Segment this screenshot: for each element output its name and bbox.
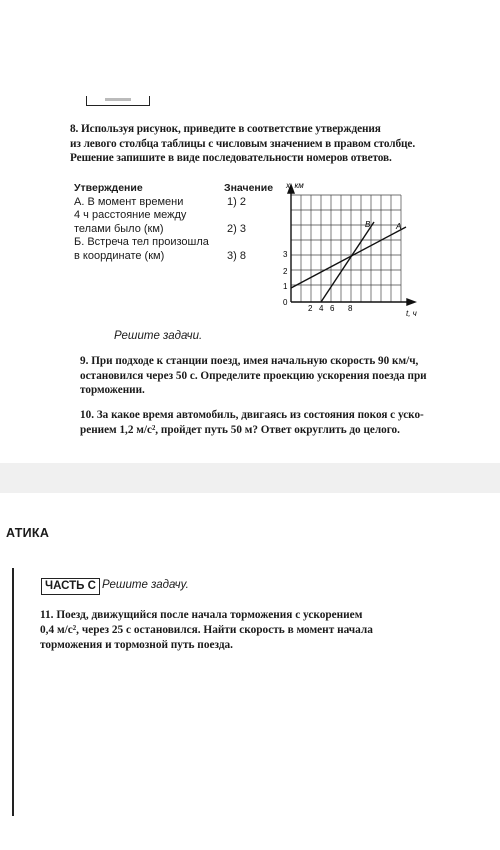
x-tick-label: 2 — [308, 304, 313, 313]
q9-line: торможении. — [80, 384, 145, 397]
cropped-header-box — [86, 96, 150, 106]
header-value: Значение — [224, 182, 274, 194]
graph-line-b — [321, 222, 374, 302]
y-tick-label: 2 — [283, 267, 288, 276]
left-margin-rule — [12, 568, 14, 816]
statement-text: в координате (км) — [74, 249, 165, 262]
bottom-page — [0, 493, 500, 850]
q8-line: из левого столбца таблицы с числовым значением в правом столбце. — [70, 137, 416, 150]
grid — [291, 195, 401, 302]
y-axis-label: x, км — [286, 181, 304, 190]
q11-line: 11. Поезд, движущийся после начала торможения с ускорением — [40, 609, 363, 621]
table-row — [74, 250, 254, 264]
q10-line: рением 1,2 м/с², пройдет путь 50 м? Ответ округлить до целого. — [80, 423, 400, 436]
line-label-b: B — [365, 220, 371, 229]
q11-line: 0,4 м/с², через 25 с остановился. Найти скорость в момент начала — [40, 623, 373, 636]
origin-label: 0 — [283, 298, 288, 307]
statement-text: 4 ч расстояние между — [74, 209, 187, 221]
value-text: 1) 2 — [227, 195, 246, 208]
solve-tasks-label: Решите задачи. — [114, 330, 203, 342]
question-9 — [80, 354, 465, 398]
q8-line: 8. Используя рисунок, приведите в соответствие утверждения — [70, 123, 381, 135]
matching-table — [74, 182, 274, 263]
page-separator — [0, 463, 500, 493]
question-10 — [80, 408, 465, 437]
x-tick-label: 6 — [330, 304, 335, 313]
x-axis-label: t, ч — [406, 309, 417, 318]
q9-line: 9. При подходе к станции поезд, имея начальную скорость 90 км/ч, — [80, 355, 419, 367]
y-tick-label: 3 — [283, 250, 288, 259]
table-header — [74, 182, 274, 196]
graph-line-a — [291, 227, 406, 288]
value-text: 3) 8 — [227, 249, 246, 262]
table-row — [74, 236, 254, 250]
y-tick-label: 1 — [283, 282, 288, 291]
q9-line: остановился через 50 с. Определите проекцию ускорения поезда при — [80, 369, 427, 382]
question-11 — [40, 608, 400, 652]
section-title: АТИКА — [6, 526, 50, 540]
statement-text: А. В момент времени — [74, 195, 184, 208]
x-tick-label: 4 — [319, 304, 324, 313]
statement-text: телами было (км) — [74, 222, 164, 235]
question-8 — [70, 122, 450, 166]
header-statement: Утверждение — [74, 182, 143, 194]
axes — [288, 185, 415, 305]
value-text: 2) 3 — [227, 222, 246, 235]
x-tick-label: 8 — [348, 304, 353, 313]
q8-line: Решение запишите в виде последовательности номеров ответов. — [70, 152, 392, 165]
table-row — [74, 209, 254, 223]
position-time-graph — [278, 180, 428, 320]
q11-line: торможения и тормозной путь поезда. — [40, 638, 234, 651]
line-label-a: A — [396, 222, 402, 231]
q10-line: 10. За какое время автомобиль, двигаясь из состояния покоя с уско- — [80, 409, 424, 421]
statement-text: Б. Встреча тел произошла — [74, 236, 209, 248]
table-row — [74, 223, 254, 237]
table-row — [74, 196, 254, 210]
part-c-box: ЧАСТЬ С — [41, 578, 100, 595]
part-c-instruction: Решите задачу. — [102, 579, 189, 591]
